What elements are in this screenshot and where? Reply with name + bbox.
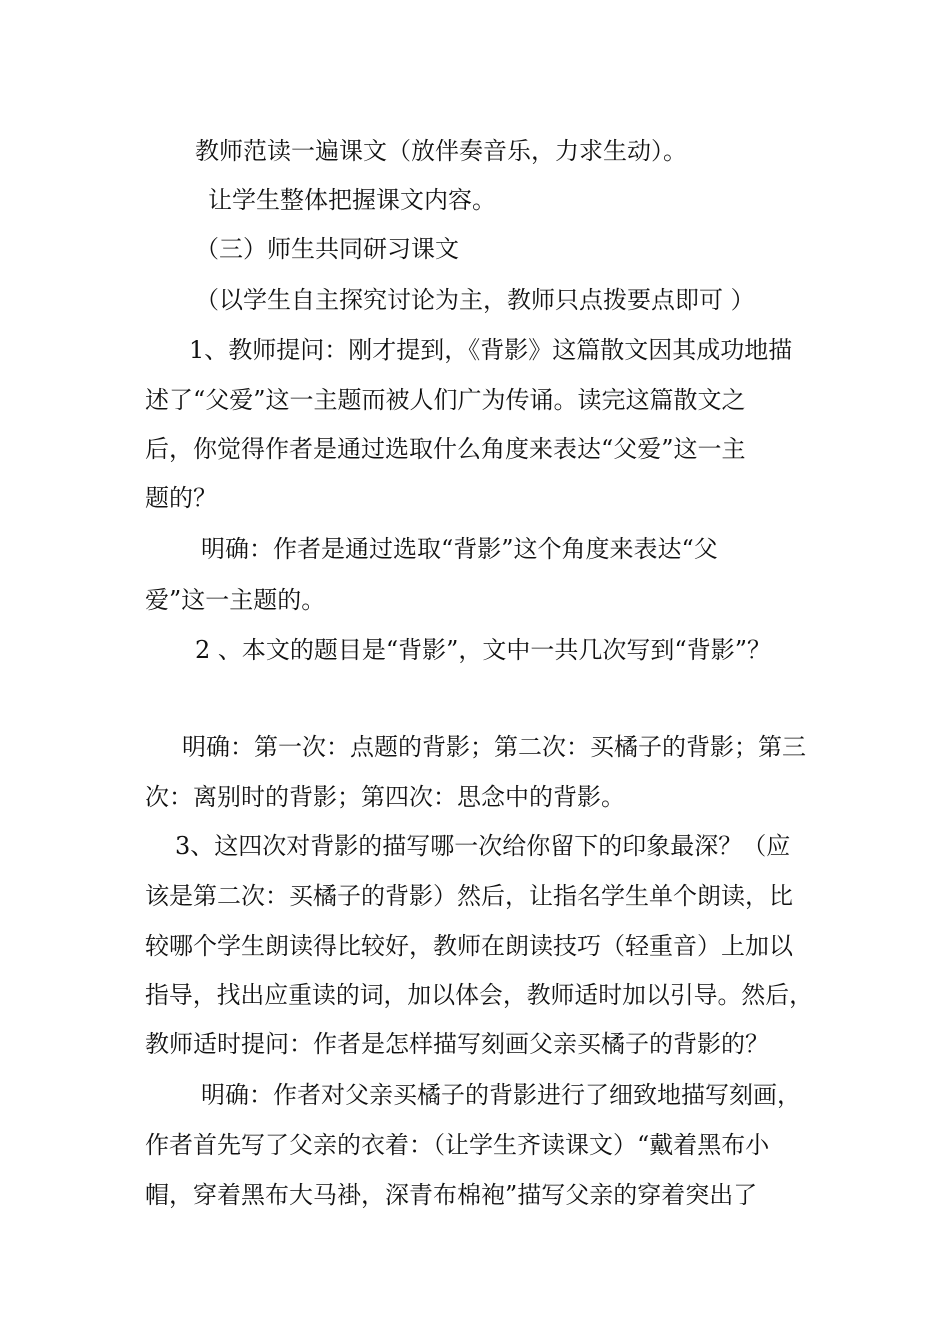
section-heading: （三）师生共同研习课文: [195, 235, 459, 263]
paragraph-line: 作者首先写了父亲的衣着：（让学生齐读课文）“戴着黑布小: [145, 1131, 770, 1159]
paragraph-line: 较哪个学生朗读得比较好，教师在朗读技巧（轻重音）上加以: [145, 932, 793, 960]
paragraph-line: 述了“父爱”这一主题而被人们广为传诵。读完这篇散文之: [145, 386, 746, 414]
paragraph-line: 3、这四次对背影的描写哪一次给你留下的印象最深？（应: [175, 832, 791, 860]
paragraph-line: 让学生整体把握课文内容。: [208, 186, 496, 214]
paragraph-line: 1、教师提问：刚才提到，《背影》这篇散文因其成功地描: [189, 336, 793, 364]
paragraph-line: 该是第二次：买橘子的背影）然后，让指名学生单个朗读，比: [145, 882, 793, 910]
paragraph-line: 次：离别时的背影；第四次：思念中的背影。: [145, 783, 625, 811]
paragraph-line: 明确：第一次：点题的背影；第二次：买橘子的背影；第三: [182, 733, 806, 761]
paragraph-line: 题的？: [145, 484, 217, 512]
paragraph-line: 帽，穿着黑布大马褂，深青布棉袍”描写父亲的穿着突出了: [145, 1181, 758, 1209]
paragraph-line: 2 、本文的题目是“背影”，文中一共几次写到“背影”？: [195, 636, 771, 664]
paragraph-line: （以学生自主探究讨论为主，教师只点拨要点即可 ）: [195, 286, 755, 314]
paragraph-line: 爱”这一主题的。: [145, 586, 326, 614]
paragraph-line: 教师范读一遍课文（放伴奏音乐，力求生动）。: [195, 137, 687, 165]
paragraph-line: 教师适时提问：作者是怎样描写刻画父亲买橘子的背影的？: [145, 1030, 769, 1058]
paragraph-line: 指导，找出应重读的词，加以体会，教师适时加以引导。然后，: [145, 981, 813, 1009]
paragraph-line: 明确：作者是通过选取“背影”这个角度来表达“父: [201, 535, 718, 563]
paragraph-line: 明确：作者对父亲买橘子的背影进行了细致地描写刻画，: [201, 1081, 801, 1109]
paragraph-line: 后，你觉得作者是通过选取什么角度来表达“父爱”这一主: [145, 435, 746, 463]
